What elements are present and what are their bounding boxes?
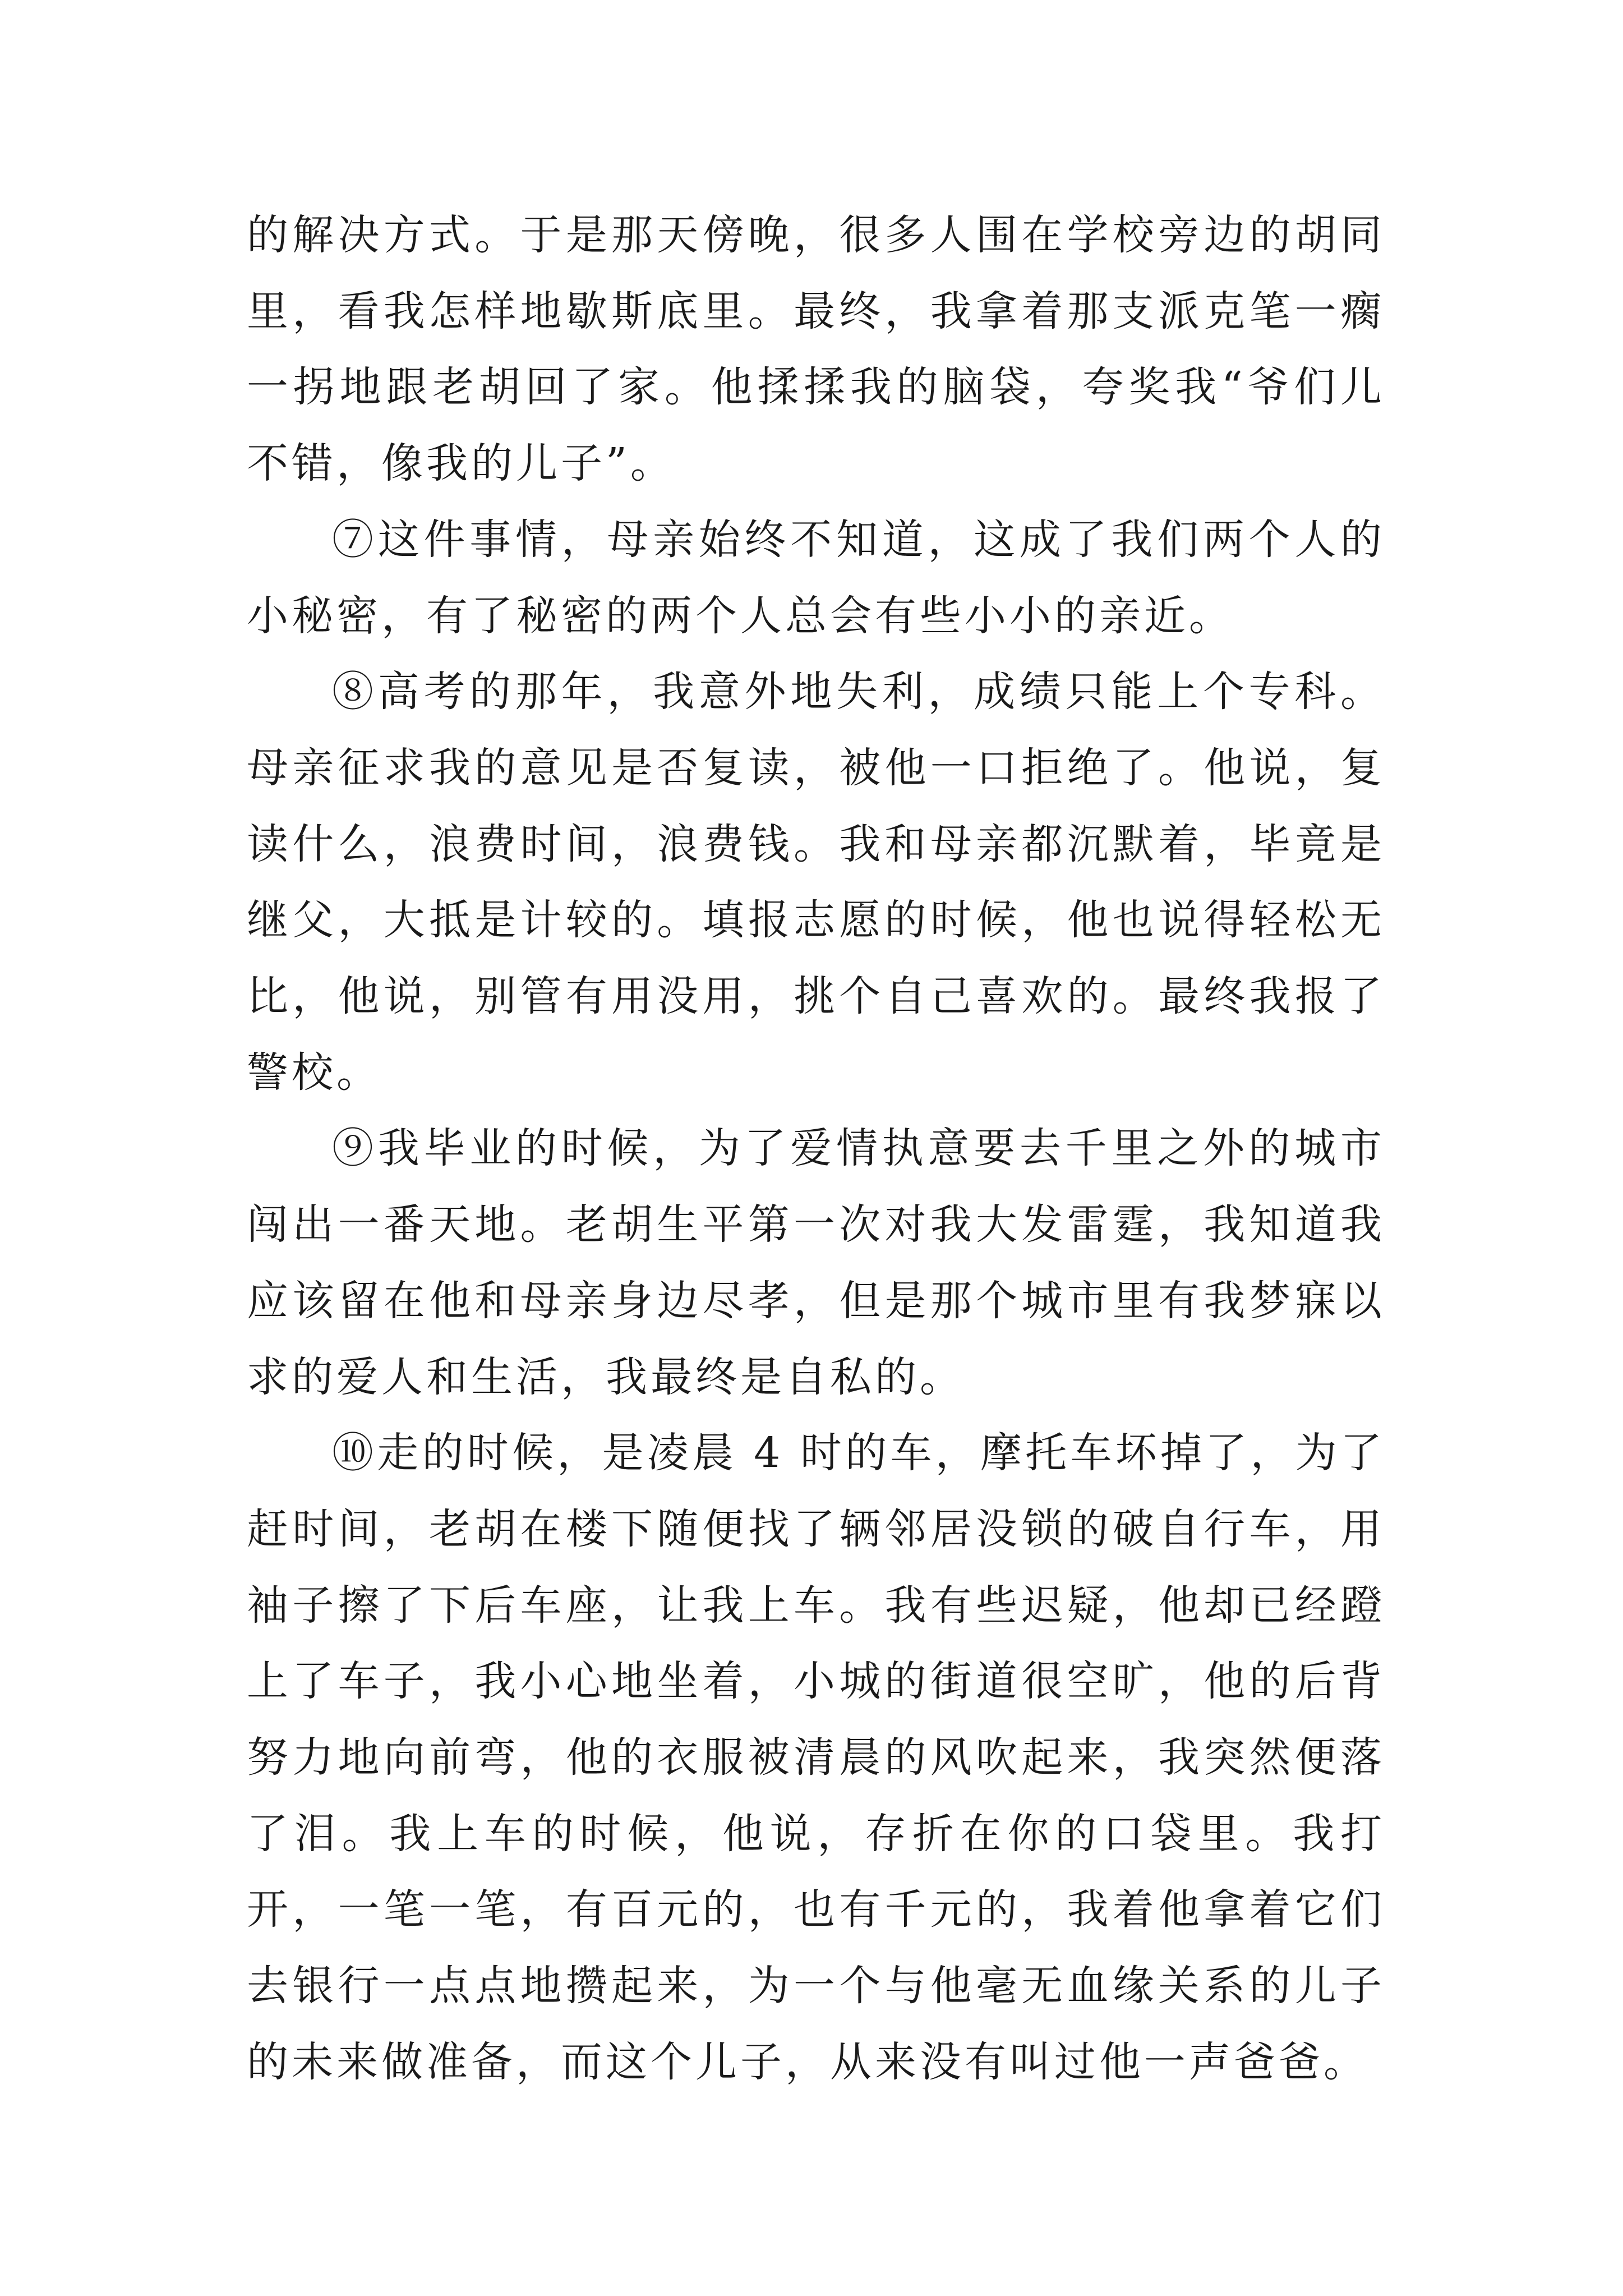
paragraph-9: ⑨我毕业的时候，为了爱情执意要去千里之外的城市闯出一番天地。老胡生平第一次对我大发雷霆，我知道我应该留在他和母亲身边尽孝，但是那个城市里有我梦寐以求的爱人和生活，我最终是自私的。 (247, 1124, 1385, 1401)
paragraph-8: ⑧高考的那年，我意外地失利，成绩只能上个专科。母亲征求我的意见是否复读，被他一口拒绝了。他说，复读什么，浪费时间，浪费钱。我和母亲都沉默着，毕竟是继父，大抵是计较的。填报志愿的时候，他也说得轻松无比，他说，别管有用没用，挑个自己喜欢的。最终我报了警校。 (247, 668, 1385, 1097)
paragraph-7: ⑦这件事情，母亲始终不知道，这成了我们两个人的小秘密，有了秘密的两个人总会有些小小的亲近。 (247, 515, 1385, 640)
article-body (247, 197, 1385, 2101)
paragraph-continuation: 的解决方式。于是那天傍晚，很多人围在学校旁边的胡同里，看我怎样地歇斯底里。最终，我拿着那支派克笔一瘸一拐地跟老胡回了家。他揉揉我的脑袋，夸奖我“爷们儿不错，像我的儿子”。 (247, 211, 1385, 488)
paragraph-10: ⑩走的时候，是凌晨 4 时的车，摩托车坏掉了，为了赶时间，老胡在楼下随便找了辆邻居没锁的破自行车，用袖子擦了下后车座，让我上车。我有些迟疑，他却已经蹬上了车子，我小心地坐着，小城的街道很空旷，他的后背努力地向前弯，他的衣服被清晨的风吹起来，我突然便落了泪。我上车的时候，他说，存折在你的口袋里。我打开，一笔一笔，有百元的，也有千元的，我着他拿着它们去银行一点点地攒起来，为一个与他毫无血缘关系的儿子的未来做准备，而这个儿子，从来没有叫过他一声爸爸。 (247, 1429, 1385, 2086)
